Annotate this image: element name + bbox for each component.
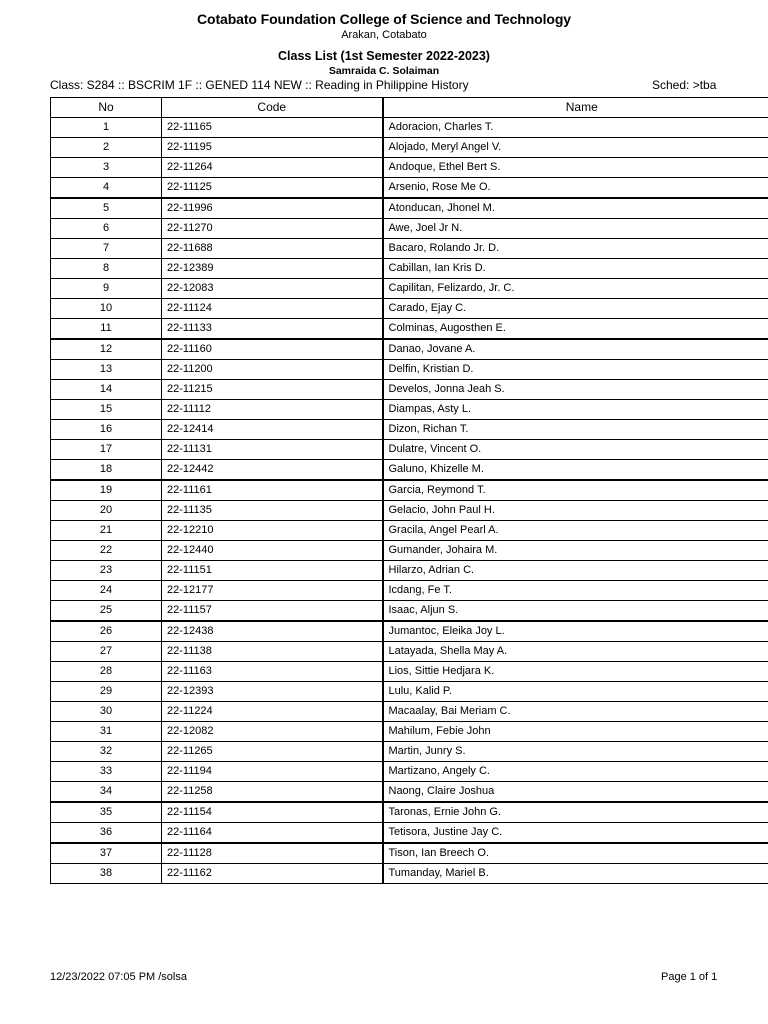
student-name: Awe, Joel Jr N. (383, 219, 768, 239)
column-header-no: No (51, 98, 162, 118)
school-address: Arakan, Cotabato (341, 29, 427, 41)
student-code: 22-11224 (162, 702, 383, 722)
student-name: Gelacio, John Paul H. (383, 501, 768, 521)
row-number: 21 (51, 521, 162, 541)
student-code: 22-11194 (162, 762, 383, 782)
row-number: 5 (51, 198, 162, 219)
instructor-name: Samraida C. Solaiman (328, 65, 440, 77)
table-row (51, 138, 768, 158)
student-name: Tetisora, Justine Jay C. (383, 823, 768, 844)
table-row (51, 480, 768, 501)
student-name: Delfin, Kristian D. (383, 360, 768, 380)
student-code: 22-11138 (162, 642, 383, 662)
student-code: 22-11124 (162, 299, 383, 319)
student-name: Dizon, Richan T. (383, 420, 768, 440)
student-code: 22-12393 (162, 682, 383, 702)
student-name: Latayada, Shella May A. (383, 642, 768, 662)
table-row (51, 642, 768, 662)
row-number: 35 (51, 802, 162, 823)
student-code: 22-11133 (162, 319, 383, 340)
student-name: Tumanday, Mariel B. (383, 864, 768, 884)
student-code: 22-11164 (162, 823, 383, 844)
student-code: 22-12438 (162, 621, 383, 642)
row-number: 27 (51, 642, 162, 662)
table-row (51, 521, 768, 541)
student-code: 22-11163 (162, 662, 383, 682)
row-number: 32 (51, 742, 162, 762)
student-name: Capilitan, Felizardo, Jr. C. (383, 279, 768, 299)
student-code: 22-11996 (162, 198, 383, 219)
roster-body (51, 118, 768, 884)
table-row (51, 601, 768, 622)
student-code: 22-12440 (162, 541, 383, 561)
column-header-name: Name (383, 98, 768, 118)
row-number: 19 (51, 480, 162, 501)
table-row (51, 299, 768, 319)
table-row (51, 460, 768, 481)
student-code: 22-11131 (162, 440, 383, 460)
student-code: 22-11270 (162, 219, 383, 239)
student-name: Arsenio, Rose Me O. (383, 178, 768, 199)
student-code: 22-11161 (162, 480, 383, 501)
student-name: Alojado, Meryl Angel V. (383, 138, 768, 158)
student-code: 22-12082 (162, 722, 383, 742)
row-number: 16 (51, 420, 162, 440)
row-number: 12 (51, 339, 162, 360)
row-number: 31 (51, 722, 162, 742)
row-number: 30 (51, 702, 162, 722)
student-name: Martizano, Angely C. (383, 762, 768, 782)
table-row (51, 843, 768, 864)
row-number: 37 (51, 843, 162, 864)
row-number: 17 (51, 440, 162, 460)
student-name: Martin, Junry S. (383, 742, 768, 762)
row-number: 15 (51, 400, 162, 420)
student-name: Diampas, Asty L. (383, 400, 768, 420)
row-number: 22 (51, 541, 162, 561)
table-row (51, 440, 768, 460)
table-row (51, 118, 768, 138)
student-code: 22-11135 (162, 501, 383, 521)
table-row (51, 239, 768, 259)
table-row (51, 541, 768, 561)
table-header-row (51, 98, 768, 118)
student-code: 22-11160 (162, 339, 383, 360)
row-number: 25 (51, 601, 162, 622)
student-name: Andoque, Ethel Bert S. (383, 158, 768, 178)
row-number: 33 (51, 762, 162, 782)
student-name: Atonducan, Jhonel M. (383, 198, 768, 219)
student-code: 22-12083 (162, 279, 383, 299)
row-number: 3 (51, 158, 162, 178)
column-header-code: Code (162, 98, 383, 118)
row-number: 13 (51, 360, 162, 380)
row-number: 18 (51, 460, 162, 481)
table-row (51, 158, 768, 178)
row-number: 10 (51, 299, 162, 319)
student-code: 22-12442 (162, 460, 383, 481)
class-info: Class: S284 :: BSCRIM 1F :: GENED 114 NEW :: Reading in Philippine History (50, 78, 469, 92)
row-number: 7 (51, 239, 162, 259)
student-code: 22-11125 (162, 178, 383, 199)
class-list-title: Class List (1st Semester 2022-2023) (278, 49, 490, 63)
table-row (51, 259, 768, 279)
table-row (51, 339, 768, 360)
table-row (51, 219, 768, 239)
student-code: 22-11265 (162, 742, 383, 762)
print-timestamp: 12/23/2022 07:05 PM /solsa (50, 971, 187, 983)
student-name: Icdang, Fe T. (383, 581, 768, 601)
table-row (51, 823, 768, 844)
row-number: 28 (51, 662, 162, 682)
row-number: 23 (51, 561, 162, 581)
row-number: 2 (51, 138, 162, 158)
table-row (51, 702, 768, 722)
table-row (51, 722, 768, 742)
row-number: 38 (51, 864, 162, 884)
student-name: Jumantoc, Eleika Joy L. (383, 621, 768, 642)
school-name: Cotabato Foundation College of Science and Technology (196, 11, 571, 27)
student-name: Bacaro, Rolando Jr. D. (383, 239, 768, 259)
table-row (51, 782, 768, 803)
table-row (51, 662, 768, 682)
class-info-line (50, 78, 768, 94)
table-row (51, 742, 768, 762)
table-row (51, 198, 768, 219)
student-name: Naong, Claire Joshua (383, 782, 768, 803)
student-code: 22-12414 (162, 420, 383, 440)
schedule: Sched: >tba (652, 78, 717, 92)
student-name: Garcia, Reymond T. (383, 480, 768, 501)
student-code: 22-11165 (162, 118, 383, 138)
student-code: 22-11195 (162, 138, 383, 158)
table-row (51, 621, 768, 642)
student-code: 22-11688 (162, 239, 383, 259)
table-row (51, 682, 768, 702)
student-name: Galuno, Khizelle M. (383, 460, 768, 481)
table-row (51, 561, 768, 581)
row-number: 29 (51, 682, 162, 702)
student-name: Isaac, Aljun S. (383, 601, 768, 622)
row-number: 20 (51, 501, 162, 521)
student-code: 22-11264 (162, 158, 383, 178)
row-number: 4 (51, 178, 162, 199)
student-code: 22-11215 (162, 380, 383, 400)
row-number: 14 (51, 380, 162, 400)
student-name: Gumander, Johaira M. (383, 541, 768, 561)
table-row (51, 420, 768, 440)
student-name: Macaalay, Bai Meriam C. (383, 702, 768, 722)
student-code: 22-12389 (162, 259, 383, 279)
table-row (51, 380, 768, 400)
student-name: Develos, Jonna Jeah S. (383, 380, 768, 400)
student-name: Lulu, Kalid P. (383, 682, 768, 702)
student-code: 22-12177 (162, 581, 383, 601)
table-row (51, 319, 768, 340)
student-code: 22-11112 (162, 400, 383, 420)
table-row (51, 762, 768, 782)
row-number: 26 (51, 621, 162, 642)
table-row (51, 178, 768, 199)
row-number: 24 (51, 581, 162, 601)
student-name: Mahilum, Febie John (383, 722, 768, 742)
row-number: 9 (51, 279, 162, 299)
student-code: 22-11200 (162, 360, 383, 380)
student-name: Taronas, Ernie John G. (383, 802, 768, 823)
student-code: 22-12210 (162, 521, 383, 541)
student-name: Gracila, Angel Pearl A. (383, 521, 768, 541)
row-number: 8 (51, 259, 162, 279)
student-name: Tison, Ian Breech O. (383, 843, 768, 864)
student-name: Danao, Jovane A. (383, 339, 768, 360)
table-row (51, 802, 768, 823)
row-number: 34 (51, 782, 162, 803)
table-row (51, 360, 768, 380)
student-code: 22-11162 (162, 864, 383, 884)
student-name: Colminas, Augosthen E. (383, 319, 768, 340)
row-number: 11 (51, 319, 162, 340)
table-row (51, 581, 768, 601)
page-number: Page 1 of 1 (661, 971, 718, 983)
student-name: Cabillan, Ian Kris D. (383, 259, 768, 279)
row-number: 6 (51, 219, 162, 239)
row-number: 1 (51, 118, 162, 138)
student-name: Lios, Sittie Hedjara K. (383, 662, 768, 682)
table-row (51, 864, 768, 884)
table-row (51, 501, 768, 521)
student-code: 22-11258 (162, 782, 383, 803)
student-name: Hilarzo, Adrian C. (383, 561, 768, 581)
table-row (51, 400, 768, 420)
student-code: 22-11154 (162, 802, 383, 823)
student-code: 22-11157 (162, 601, 383, 622)
table-row (51, 279, 768, 299)
student-code: 22-11128 (162, 843, 383, 864)
student-name: Adoracion, Charles T. (383, 118, 768, 138)
class-roster-table (50, 97, 768, 884)
student-name: Carado, Ejay C. (383, 299, 768, 319)
row-number: 36 (51, 823, 162, 844)
student-name: Dulatre, Vincent O. (383, 440, 768, 460)
student-code: 22-11151 (162, 561, 383, 581)
